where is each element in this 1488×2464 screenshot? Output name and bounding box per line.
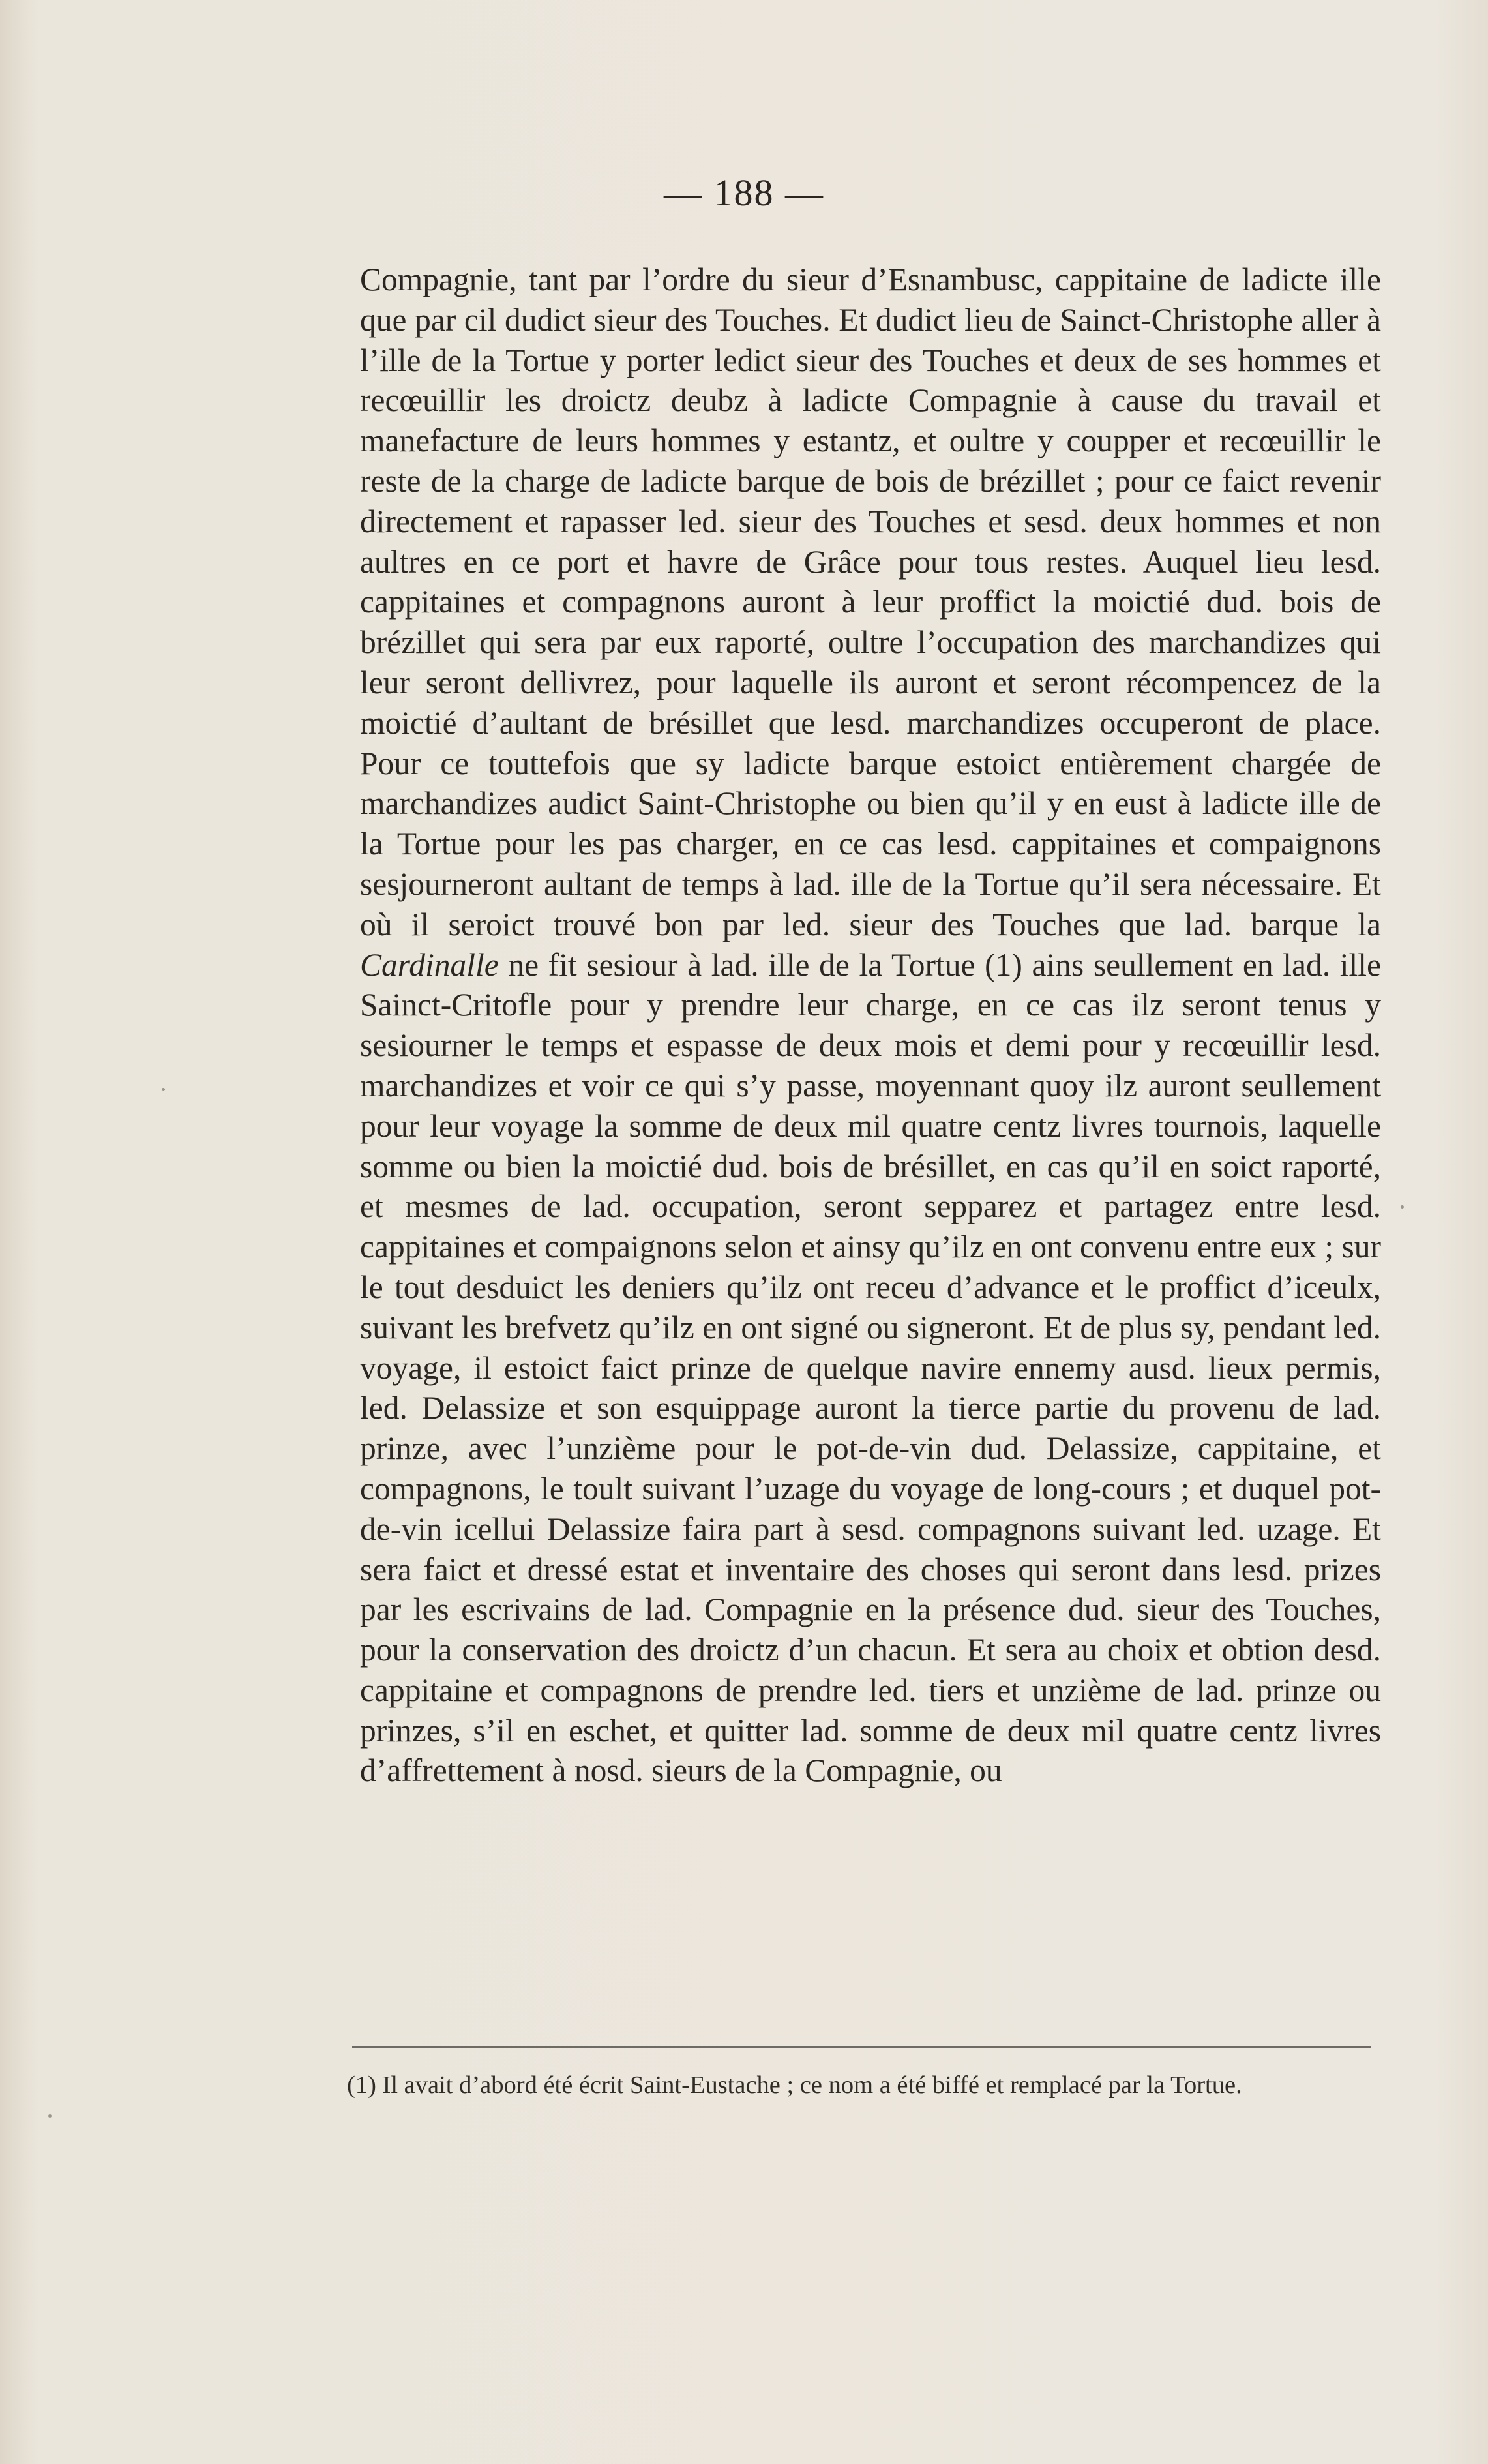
body-paragraph — [360, 260, 1381, 1791]
footnote-separator — [352, 2046, 1371, 2048]
paper-speck — [48, 2114, 52, 2118]
footnote: (1) Il avait d’abord été écrit Saint-Eustache ; ce nom a été biffé et remplacé par la Tortue. — [347, 2071, 1242, 2099]
paper-speck — [162, 1088, 165, 1091]
body-text-part-1: Compagnie, tant par l’ordre du sieur d’Esnambusc, cappitaine de ladicte ille que par cil dudict sieur des Touches. Et dudict lieu de Sainct-Christophe aller à l’ille de la Tortue y porter ledict sieur des Touches et deux de ses hommes et recœuillir les droictz deubz à ladicte Compagnie à cause du travail et manefacture de leurs hommes y estantz, et oultre y coupper et recœuillir le reste de la charge de ladicte barque de bois de brézillet ; pour ce faict revenir directement et rapasser led. sieur des Touches et sesd. deux hommes et non aultres en ce port et havre de Grâce pour tous restes. Auquel lieu lesd. cappitaines et compagnons auront à leur proffict la moictié dud. bois de brézillet qui sera par eux raporté, oultre l’occupation des marchandizes qui leur seront dellivrez, pour laquelle ils auront et seront récompencez de la moictié d’aultant de brésillet que lesd. marchandizes occuperont de place. Pour ce touttefois que sy ladicte barque estoict entièrement chargée de marchandizes audict Saint-Christophe ou bien qu’il y en eust à ladicte ille de la Tortue pour les pas charger, en ce cas lesd. cappitaines et compaignons sesjourneront aultant de temps à lad. ille de la Tortue qu’il sera nécessaire. Et où il seroict trouvé bon par led. sieur des Touches que lad. barque la — [360, 262, 1381, 942]
ship-name-italic: Cardinalle — [360, 946, 499, 983]
page-number: — 188 — — [664, 172, 824, 214]
paper-speck — [1401, 1205, 1404, 1209]
body-text-part-2: ne fit sesiour à lad. ille de la Tortue (1) ains seullement en lad. ille Sainct-Critofle pour y prendre leur charge, en ce cas ilz seront tenus y sesiourner le temps et espasse de deux mois et demi pour y recœuillir lesd. marchandizes et voir ce qui s’y passe, moyennant quoy ilz auront seullement pour leur voyage la somme de deux mil quatre centz livres tournois, laquelle somme ou bien la moictié dud. bois de brésillet, en cas qu’il en soict raporté, et mesmes de lad. occupation, seront sepparez et partagez entre lesd. cappitaines et compaignons selon et ainsy qu’ilz en ont convenu entre eux ; sur le tout desduict les deniers qu’ilz ont receu d’advance et le proffict d’iceulx, suivant les brefvetz qu’ilz en ont signé ou signeront. Et de plus sy, pendant led. voyage, il estoict faict prinze de quelque navire ennemy ausd. lieux permis, led. Delassize et son esquippage auront la tierce partie du provenu de lad. prinze, avec l’unzième pour le pot-de-vin dud. Delassize, cappitaine, et compagnons, le toult suivant l’uzage du voyage de long-cours ; et duquel pot-de-vin icellui Delassize faira part à sesd. compagnons suivant led. uzage. Et sera faict et dressé estat et inventaire des choses qui seront dans lesd. prizes par les escrivains de lad. Compagnie en la présence dud. sieur des Touches, pour la conservation des droictz d’un chacun. Et sera au choix et obtion desd. cappitaine et compagnons de prendre led. tiers et unzième de lad. prinze ou prinzes, s’il en eschet, et quitter lad. somme de deux mil quatre centz livres d’affrettement à nosd. sieurs de la Compagnie, ou — [360, 946, 1381, 1789]
